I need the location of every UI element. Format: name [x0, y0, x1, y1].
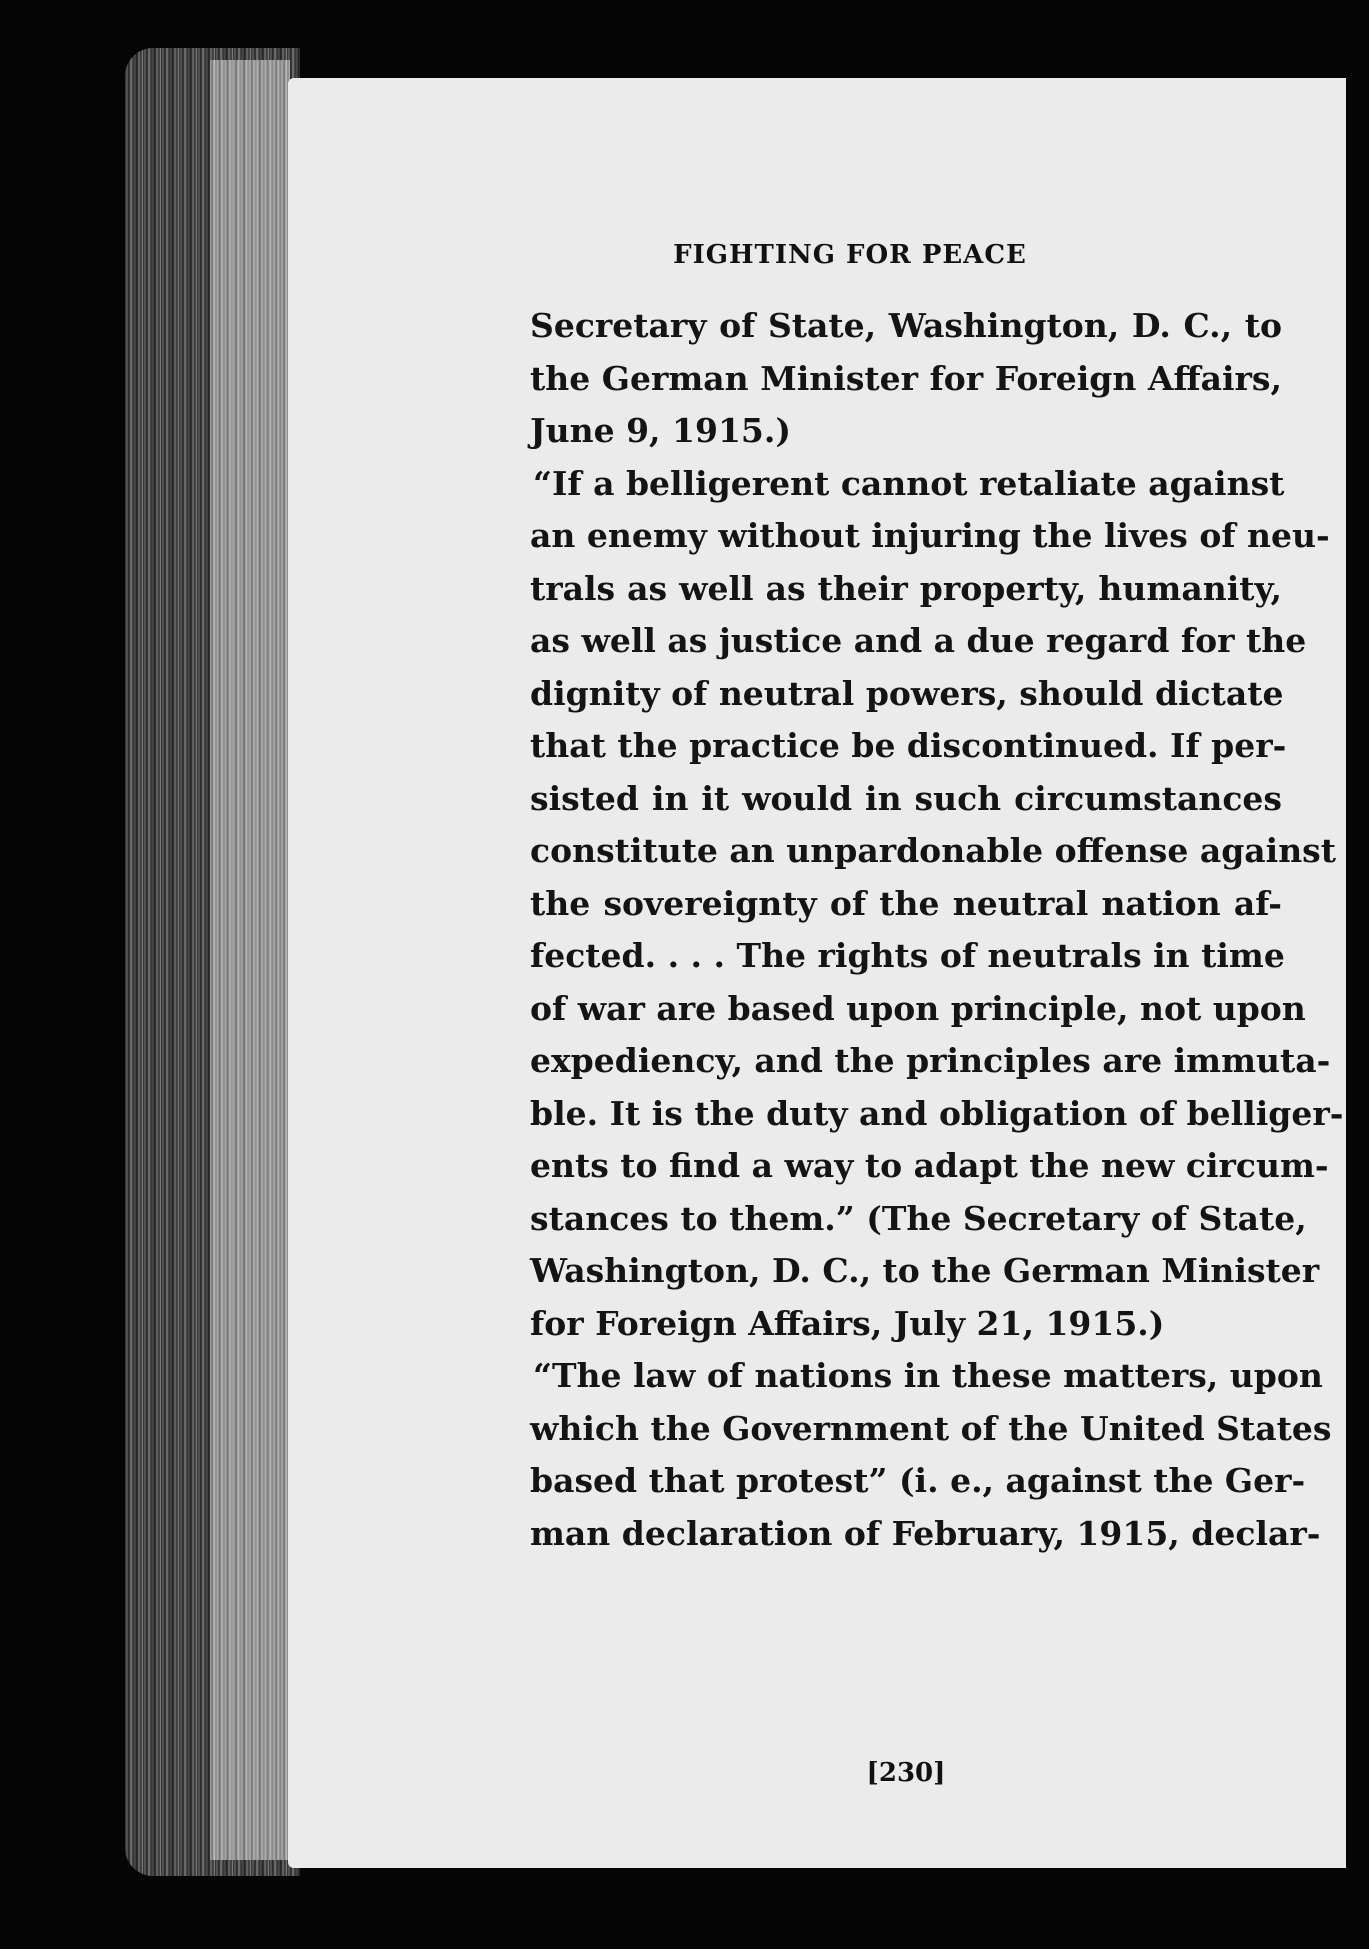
text-line: trals as well as their property, humanity, [530, 568, 1282, 608]
text-line: ents to find a way to adapt the new circum- [530, 1146, 1329, 1185]
text-line: the German Minister for Foreign Affairs, [530, 358, 1282, 398]
page-edges [210, 60, 290, 1860]
text-line: the sovereignty of the neutral nation af- [530, 883, 1282, 923]
text-line: sisted in it would in such circumstances [530, 778, 1282, 818]
text-line: constitute an unpardonable offense against [530, 831, 1337, 870]
text-line: stances to them.” (The Secretary of State, [530, 1198, 1307, 1238]
text-line: expediency, and the principles are immuta- [530, 1041, 1331, 1080]
text-line: “The law of nations in these matters, upon [533, 1356, 1323, 1395]
text-line: for Foreign Affairs, July 21, 1915.) [530, 1303, 1165, 1343]
text-line: fected. . . . The rights of neutrals in time [530, 936, 1285, 975]
text-line: June 9, 1915.) [530, 411, 791, 450]
text-line: which the Government of the United States [530, 1408, 1332, 1448]
text-line: as well as justice and a due regard for the [530, 621, 1307, 660]
text-line: man declaration of February, 1915, declar- [530, 1513, 1321, 1553]
running-head: FIGHTING FOR PEACE [673, 240, 1027, 270]
text-line: dignity of neutral powers, should dictate [530, 673, 1284, 713]
text-line: an enemy without injuring the lives of neu- [530, 516, 1330, 555]
text-line: Secretary of State, Washington, D. C., to [530, 306, 1282, 345]
text-line: based that protest” (i. e., against the Ger- [530, 1461, 1306, 1500]
text-line: of war are based upon principle, not upon [530, 988, 1306, 1028]
text-line: “If a belligerent cannot retaliate against [533, 463, 1285, 503]
body-text [530, 300, 1344, 1560]
text-line: ble. It is the duty and obligation of belliger- [530, 1093, 1344, 1133]
text-line: Washington, D. C., to the German Minister [530, 1251, 1320, 1290]
page-number: [230] [866, 1758, 946, 1788]
text-line: that the practice be discontinued. If per- [530, 726, 1287, 765]
